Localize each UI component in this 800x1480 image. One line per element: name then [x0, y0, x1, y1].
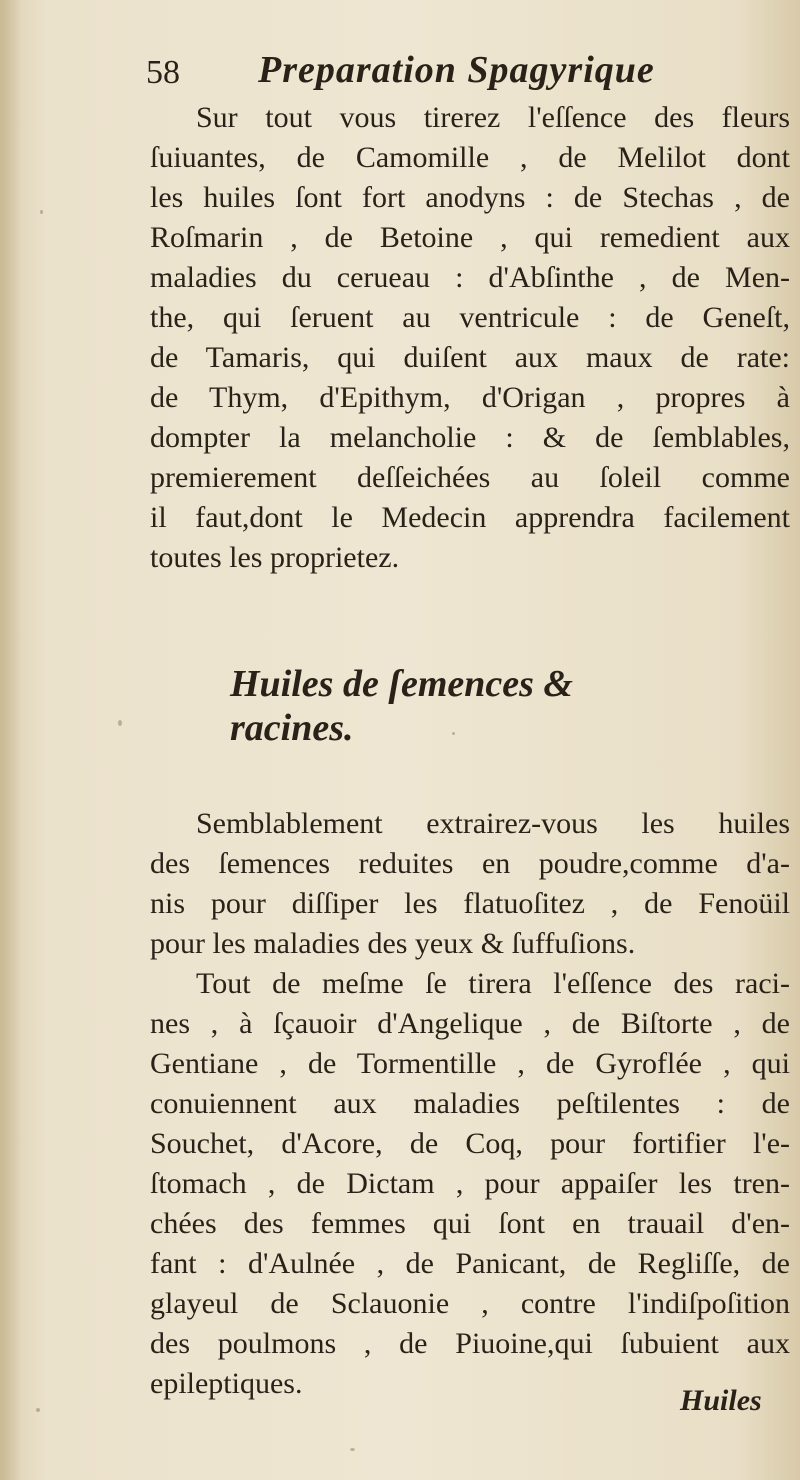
paper-speck [452, 732, 455, 735]
page-header [146, 46, 706, 96]
text-line: epileptiques. [150, 1367, 303, 1400]
text-line: ſtomach , de Dictam , pour appaiſer les tren- [150, 1167, 790, 1200]
text-line: des ſemences reduites en poudre,comme d'a- [150, 847, 790, 880]
text-line: dompter la melancholie : & de ſemblables, [150, 421, 790, 454]
text-line: the, qui ſeruent au ventricule : de Geneſt, [150, 301, 790, 334]
text-line: chées des femmes qui ſont en trauail d'en- [150, 1207, 790, 1240]
text-line: premierement deſſeichées au ſoleil comme [150, 461, 790, 494]
text-line: ſuiuantes, de Camomille , de Melilot dont [150, 141, 790, 174]
paragraph-seeds-and-roots [150, 804, 790, 1404]
text-line: Roſmarin , de Betoine , qui remedient aux [150, 221, 790, 254]
page-number: 58 [146, 54, 180, 91]
text-line: nes , à ſçauoir d'Angelique , de Biſtorte , de [150, 1007, 790, 1040]
text-line: glayeul de Sclauonie , contre l'indiſpoſition [150, 1287, 790, 1320]
paper-speck [36, 1408, 40, 1412]
text-line: Gentiane , de Tormentille , de Gyroflée , qui [150, 1047, 790, 1080]
paper-speck [350, 1448, 355, 1451]
text-line: pour les maladies des yeux & ſuffuſions. [150, 927, 636, 960]
paragraph-essences-of-flowers [150, 98, 790, 578]
text-line: Semblablement extrairez-vous les huiles [196, 807, 790, 840]
text-line: de Tamaris, qui duiſent aux maux de rate: [150, 341, 790, 374]
text-line: maladies du cerueau : d'Abſinthe , de Men- [150, 261, 790, 294]
text-line: les huiles ſont fort anodyns : de Stechas , de [150, 181, 790, 214]
text-line: fant : d'Aulnée , de Panicant, de Regliſſe, de [150, 1247, 790, 1280]
paper-speck [40, 210, 43, 214]
text-line: Souchet, d'Acore, de Coq, pour fortifier l'e- [150, 1127, 790, 1160]
text-line: toutes les proprietez. [150, 541, 400, 574]
text-line: conuiennent aux maladies peſtilentes : de [150, 1087, 790, 1120]
text-line: Tout de meſme ſe tirera l'eſſence des raci- [196, 967, 790, 1000]
text-line: il faut,dont le Medecin apprendra facilement [150, 501, 790, 534]
running-title: Preparation Spagyrique [258, 49, 655, 91]
page-gutter-shadow [0, 0, 22, 1480]
paper-speck [118, 720, 122, 726]
text-line: de Thym, d'Epithym, d'Origan , propres à [150, 381, 790, 414]
section-heading: Huiles de ſemences & racines. [230, 663, 573, 749]
catchword: Huiles [680, 1384, 762, 1417]
text-line: nis pour diſſiper les flatuoſitez , de Fenoüil [150, 887, 790, 920]
text-line: Sur tout vous tirerez l'eſſence des fleurs [196, 101, 790, 134]
text-line: des poulmons , de Piuoine,qui ſubuient aux [150, 1327, 790, 1360]
